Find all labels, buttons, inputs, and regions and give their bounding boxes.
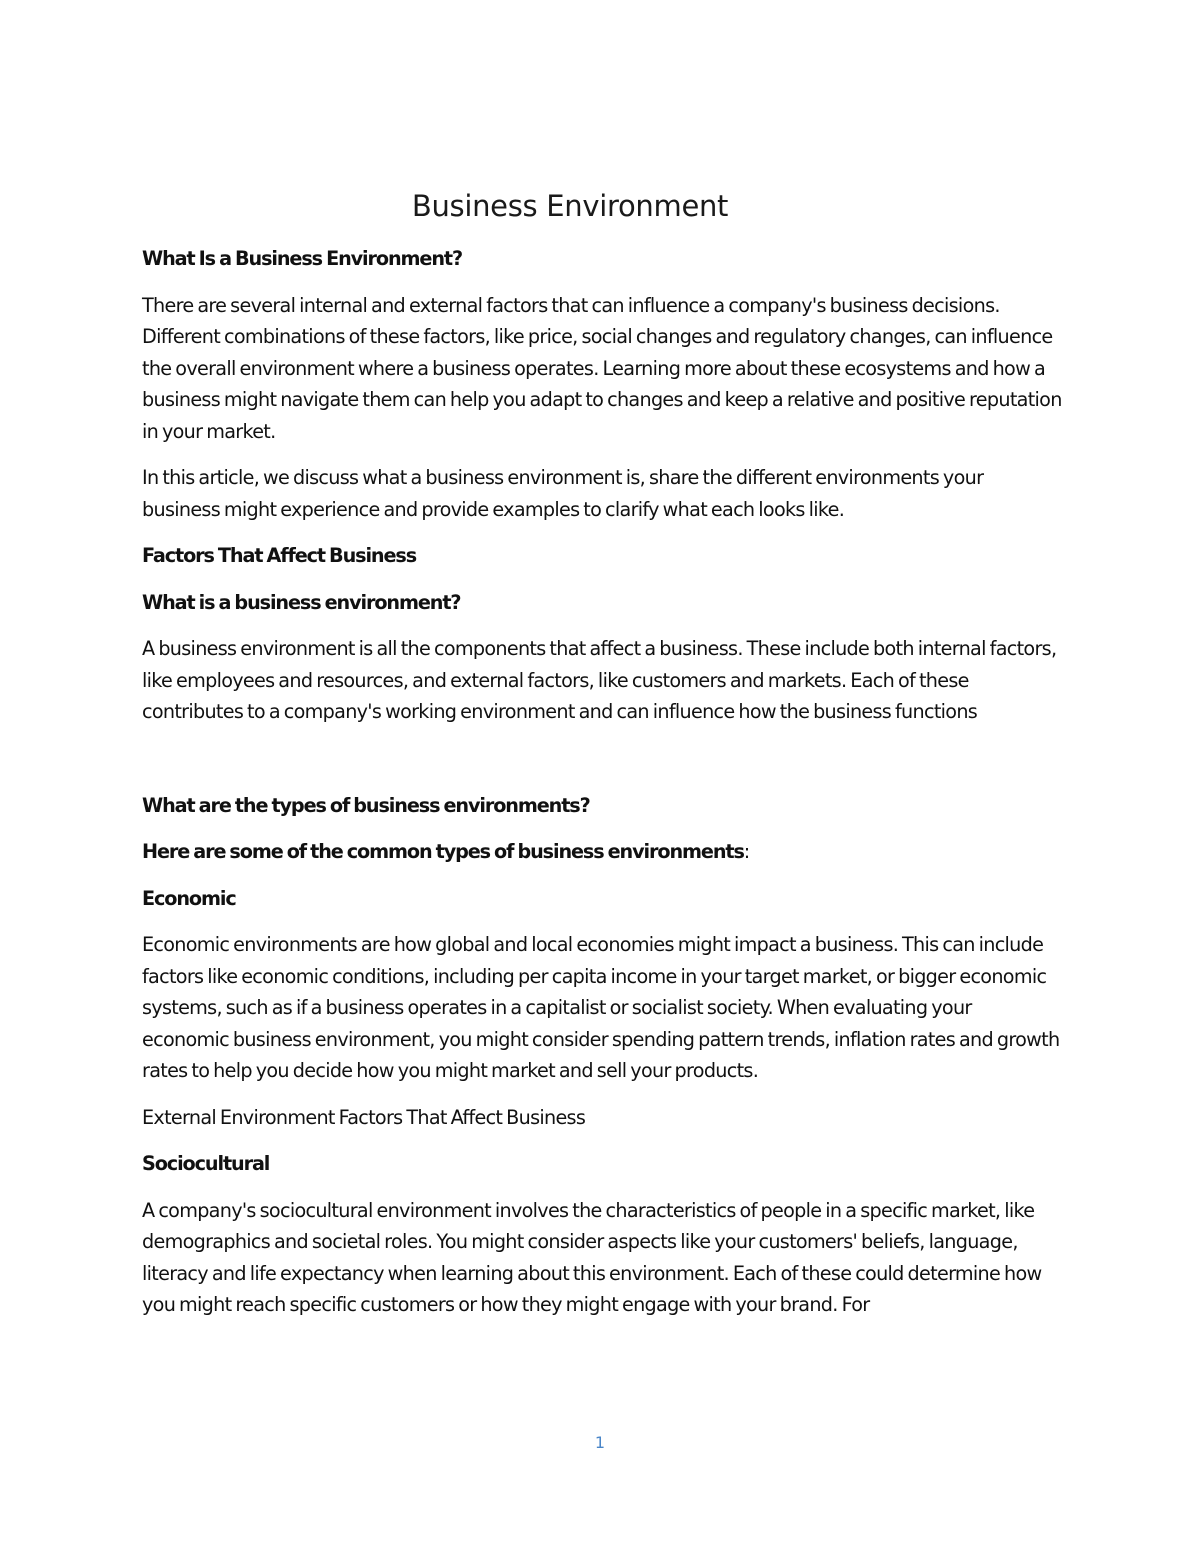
paragraph-sociocultural: A company's sociocultural environment involves the characteristics of people in a specific market, like demographics and societal roles. You might consider aspects like your customers' beliefs, language, literacy and life expectancy when learning about this environment. Each of these could determine how you might reach specific customers or how they might engage with your brand. For xyxy=(142,1198,1042,1316)
paragraph-types-intro xyxy=(142,836,1062,868)
types-intro-bold-text: Here are some of the common types of business environments xyxy=(142,840,744,863)
heading-economic: Economic xyxy=(142,886,236,910)
paragraph-intro-1: There are several internal and external factors that can influence a company's business decisions. Different combinations of these factors, like price, social changes and regulatory changes, can influence the overall environment where a business operates. Learning more about these ecosystems and how a business might navigate them can help you adapt to changes and keep a relative and positive reputation in your market. xyxy=(142,293,1062,443)
paragraph-definition: A business environment is all the components that affect a business. These include both internal factors, like employees and resources, and external factors, like customers and markets. Each of these contributes to a company's working environment and can influence how the business functions xyxy=(142,637,1057,723)
page-number: 1 xyxy=(594,1433,606,1452)
paragraph-economic: Economic environments are how global and local economies might impact a business. This can include factors like economic conditions, including per capita income in your target market, or bigger economic systems, such as if a business operates in a capitalist or socialist society. When evaluating your economic business environment, you might consider spending pattern trends, inflation rates and growth rates to help you decide how you might market and sell your products. xyxy=(142,933,1060,1082)
heading-sociocultural: Sociocultural xyxy=(142,1152,270,1175)
document-body xyxy=(142,186,1062,1336)
heading-factors-that-affect-business: Factors That Affect Business xyxy=(142,544,417,567)
heading-types-of-business-environments: What are the types of business environments? xyxy=(142,793,590,817)
document-title: Business Environment xyxy=(411,189,729,223)
heading-what-is-business-environment: What Is a Business Environment? xyxy=(142,247,462,270)
paragraph-external-factors-label: External Environment Factors That Affect Business xyxy=(142,1105,586,1129)
blank-line xyxy=(142,743,1062,790)
types-intro-colon: : xyxy=(743,840,750,863)
paragraph-intro-2: In this article, we discuss what a business environment is, share the different environments your business might experience and provide examples to clarify what each looks like. xyxy=(142,466,984,521)
heading-what-is-business-environment-question: What is a business environment? xyxy=(142,590,461,614)
